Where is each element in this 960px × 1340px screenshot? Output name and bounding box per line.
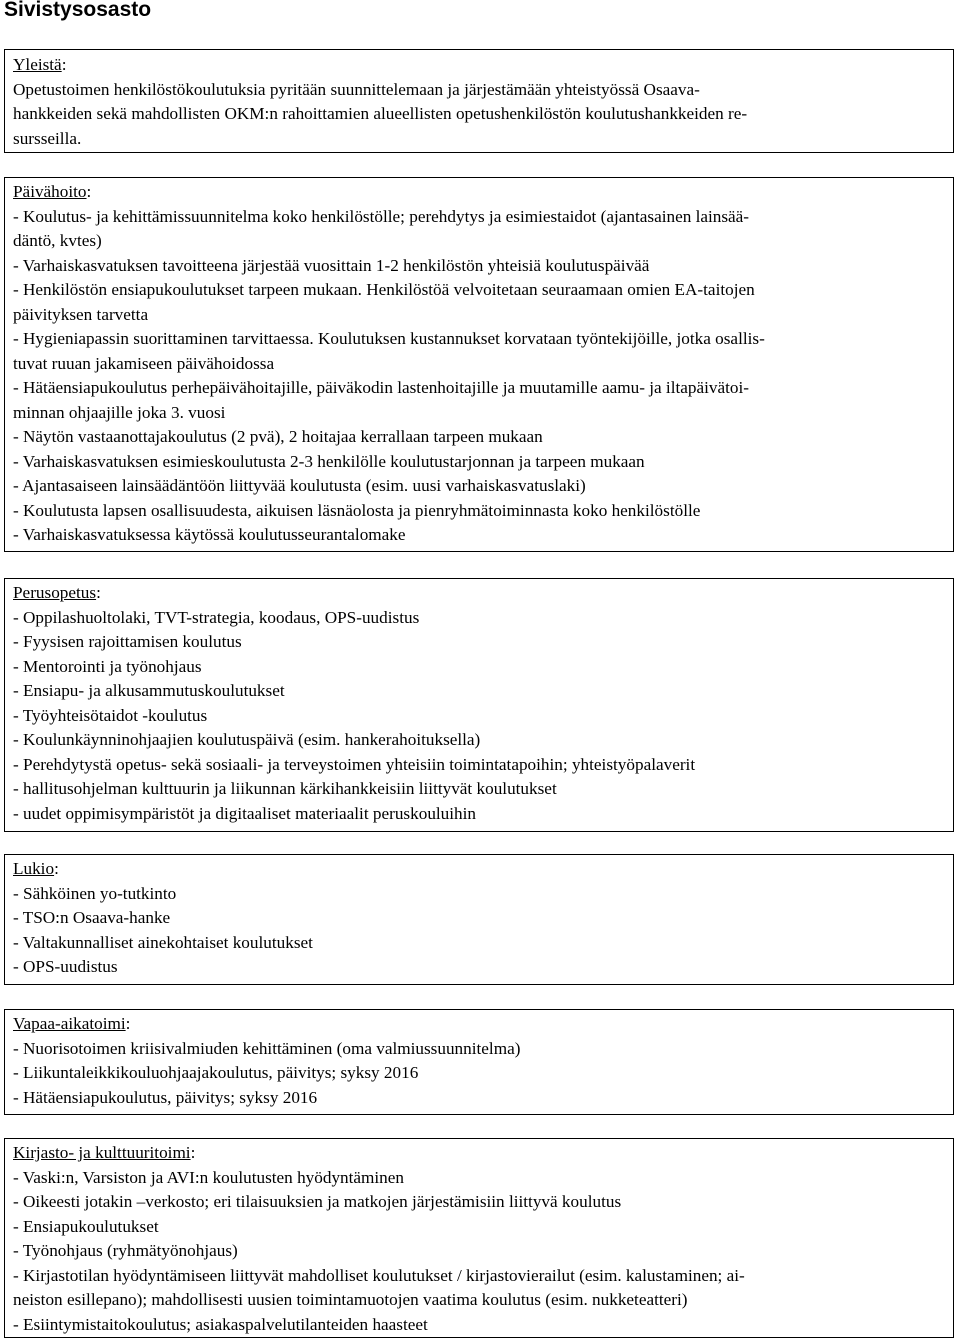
section-line: - uudet oppimisympäristöt ja digitaaliset materiaalit peruskouluihin xyxy=(13,803,477,823)
section-line: - Oppilashuoltolaki, TVT-strategia, koodaus, OPS-uudistus xyxy=(13,607,420,627)
section-line: tuvat ruuan jakamiseen päivähoidossa xyxy=(13,353,275,373)
section-line: - Koulutusta lapsen osallisuudesta, aikuisen läsnäolosta ja pienryhmätoiminnasta koko henkilöstölle xyxy=(13,500,701,520)
section-line: - Mentorointi ja työnohjaus xyxy=(13,656,202,676)
section-paivahoito xyxy=(4,177,954,552)
section-lukio xyxy=(4,854,954,985)
section-line: - Nuorisotoimen kriisivalmiuden kehittäminen (oma valmiussuunnitelma) xyxy=(13,1038,521,1058)
section-line: Opetustoimen henkilöstökoulutuksia pyritään suunnittelemaan ja järjestämään yhteistyössä Osaava- xyxy=(13,79,700,99)
section-heading-text: Yleistä xyxy=(13,55,62,74)
section-line: - Hygieniapassin suorittaminen tarvittaessa. Koulutuksen kustannukset korvataan työntekijöille, jotka osallis- xyxy=(13,329,765,348)
section-heading: Kirjasto- ja kulttuuritoimi: xyxy=(13,1143,196,1162)
page-title: Sivistysosasto xyxy=(4,0,152,21)
section-line: - hallitusohjelman kulttuurin ja liikunnan kärkihankkeisiin liittyvät koulutukset xyxy=(13,779,557,798)
section-heading-text: Vapaa-aikatoimi xyxy=(13,1014,126,1033)
section-heading-text: Perusopetus xyxy=(13,583,97,602)
section-heading: Yleistä: xyxy=(13,55,67,74)
section-heading: Päivähoito: xyxy=(13,182,92,201)
section-line: - Varhaiskasvatuksen esimieskoulutusta 2-3 henkilölle koulutustarjonnan ja tarpeen mukaan xyxy=(13,451,645,471)
section-heading: Vapaa-aikatoimi: xyxy=(13,1014,131,1033)
section-line: - TSO:n Osaava-hanke xyxy=(13,908,171,927)
section-line: - Valtakunnalliset ainekohtaiset koulutukset xyxy=(13,932,313,952)
section-line: däntö, kvtes) xyxy=(13,231,102,250)
section-heading: Lukio: xyxy=(13,859,59,878)
section-line: - Fyysisen rajoittamisen koulutus xyxy=(13,632,242,651)
section-yleista xyxy=(4,49,954,153)
section-line: - Työyhteisötaidot -koulutus xyxy=(13,705,208,725)
section-line: - Esiintymistaitokoulutus; asiakaspalvelutilanteiden haasteet xyxy=(13,1314,428,1334)
section-line: minnan ohjaajille joka 3. vuosi xyxy=(13,402,226,422)
section-line: hankkeiden sekä mahdollisten OKM:n rahoittamien alueellisten opetushenkilöstön koulutushankkeiden re- xyxy=(13,104,748,123)
section-line: - Ensiapu- ja alkusammutuskoulutukset xyxy=(13,681,285,700)
section-line: - Hätäensiapukoulutus perhepäivähoitajille, päiväkodin lastenhoitajille ja muutamille aamu- ja iltapäivätoi- xyxy=(13,378,749,397)
section-line: - Kirjastotilan hyödyntämiseen liittyvät mahdolliset koulutukset / kirjastovierailut (esim. kalustaminen; ai- xyxy=(13,1265,745,1285)
section-line: päivityksen tarvetta xyxy=(13,304,149,324)
section-perusopetus xyxy=(4,578,954,832)
section-line: - OPS-uudistus xyxy=(13,957,118,976)
section-line: - Henkilöstön ensiapukoulutukset tarpeen mukaan. Henkilöstöä velvoitetaan seuraamaan omien EA-taitojen xyxy=(13,280,755,299)
section-heading-text: Lukio xyxy=(13,859,55,878)
section-line: - Ensiapukoulutukset xyxy=(13,1216,159,1236)
section-kirjasto-kulttuuritoimi xyxy=(4,1138,954,1338)
section-line: - Koulunkäynninohjaajien koulutuspäivä (esim. hankerahoituksella) xyxy=(13,730,481,749)
section-line: - Liikuntaleikkikouluohjaajakoulutus, päivitys; syksy 2016 xyxy=(13,1063,419,1082)
section-heading-text: Kirjasto- ja kulttuuritoimi xyxy=(13,1143,191,1162)
section-line: - Koulutus- ja kehittämissuunnitelma koko henkilöstölle; perehdytys ja esimiestaidot (ajantasainen lainsää- xyxy=(13,206,750,226)
section-line: - Näytön vastaanottajakoulutus (2 pvä), 2 hoitajaa kerrallaan tarpeen mukaan xyxy=(13,427,543,446)
section-line: - Oikeesti jotakin –verkosto; eri tilaisuuksien ja matkojen järjestämisiin liittyvä koulutus xyxy=(13,1192,622,1211)
section-line: neiston esillepano); mahdollisesti uusien toimintamuotojen vaatima koulutus (esim. nukketeatteri) xyxy=(13,1290,688,1309)
section-heading: Perusopetus: xyxy=(13,583,101,602)
section-line: - Ajantasaiseen lainsäädäntöön liittyvää koulutusta (esim. uusi varhaiskasvatuslaki) xyxy=(13,476,586,495)
section-line: sursseilla. xyxy=(13,128,82,148)
section-line: - Sähköinen yo-tutkinto xyxy=(13,883,177,903)
section-line: - Hätäensiapukoulutus, päivitys; syksy 2016 xyxy=(13,1087,318,1107)
section-line: - Vaski:n, Varsiston ja AVI:n koulutusten hyödyntäminen xyxy=(13,1167,405,1187)
section-heading-text: Päivähoito xyxy=(13,182,87,201)
section-line: - Varhaiskasvatuksessa käytössä koulutusseurantalomake xyxy=(13,525,406,544)
section-line: - Työnohjaus (ryhmätyönohjaus) xyxy=(13,1241,238,1260)
section-vapaa-aikatoimi xyxy=(4,1009,954,1115)
section-line: - Varhaiskasvatuksen tavoitteena järjestää vuosittain 1-2 henkilöstön yhteisiä koulutuspäivää xyxy=(13,255,650,275)
section-line: - Perehdytystä opetus- sekä sosiaali- ja terveystoimen yhteisiin toimintatapoihin; yhteistyöpalaverit xyxy=(13,754,696,774)
